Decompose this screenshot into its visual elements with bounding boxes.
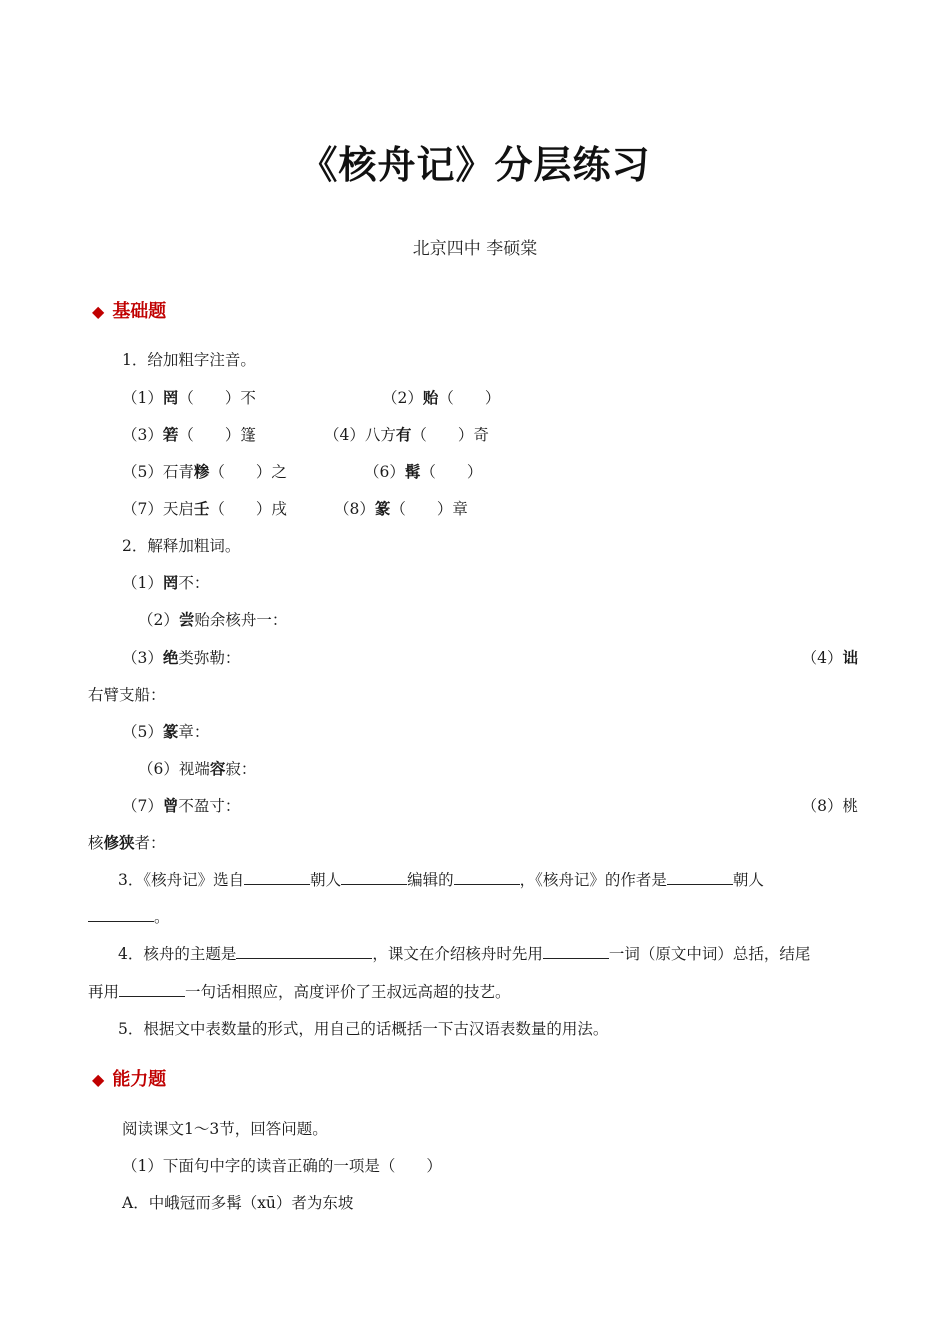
q1-item-7: （7）天启壬（ ）戌 xyxy=(122,500,287,518)
answer-blank[interactable] xyxy=(88,907,154,922)
section-ability-heading xyxy=(92,1065,166,1091)
q1-item-4: （4）八方有（ ）奇 xyxy=(324,426,489,444)
q2-item-7: （7）曾不盈寸： xyxy=(122,797,241,815)
q1-prompt: 1．给加粗字注音。 xyxy=(122,351,256,369)
document-title: 《核舟记》分层练习 xyxy=(299,143,651,187)
q2-item-2: （2）尝贻余核舟一： xyxy=(138,611,288,629)
q3-line-1: 3．《核舟记》选自 朝人 编辑的 ，《核舟记》的作者是 朝人 xyxy=(118,871,764,889)
answer-blank[interactable] xyxy=(341,870,407,885)
document-author: 北京四中 李硕棠 xyxy=(412,239,538,259)
ability-option-a: A．中峨冠而多髯（xū）者为东坡 xyxy=(122,1194,354,1212)
q2-item-1: （1）罔不： xyxy=(122,574,210,592)
diamond-icon: ◆ xyxy=(92,302,105,321)
q3-line-2: 。 xyxy=(88,905,170,927)
q2-item-4: （4）诎 xyxy=(801,649,858,667)
diamond-icon: ◆ xyxy=(92,1070,105,1089)
q1-item-8: （8）篆（ ）章 xyxy=(334,500,468,518)
section-basic-label: 基础题 xyxy=(112,301,167,322)
q1-item-2: （2）贻（ ） xyxy=(382,389,501,407)
q2-item-4-continued: 右臂支船： xyxy=(88,686,166,704)
answer-blank[interactable] xyxy=(244,870,310,885)
ability-q1: （1）下面句中字的读音正确的一项是（ ） xyxy=(122,1157,442,1175)
ability-intro: 阅读课文1～3节，回答问题。 xyxy=(122,1120,328,1138)
q1-item-6: （6）髯（ ） xyxy=(364,463,483,481)
answer-blank[interactable] xyxy=(236,944,372,959)
q2-item-8-continued: 核修狭者： xyxy=(88,834,166,852)
q2-item-5: （5）篆章： xyxy=(122,723,210,741)
q1-item-1: （1）罔（ ）不 xyxy=(122,389,256,407)
q4-line-1: 4．核舟的主题是 ，课文在介绍核舟时先用 一词（原文中词）总括，结尾 xyxy=(118,945,811,963)
section-basic-heading xyxy=(92,297,166,323)
q1-item-5: （5）石青糁（ ）之 xyxy=(122,463,287,481)
answer-blank[interactable] xyxy=(454,870,520,885)
q2-item-8: （8）桃 xyxy=(801,797,858,815)
q2-item-6: （6）视端容寂： xyxy=(138,760,257,778)
q1-item-3: （3）箬（ ）篷 xyxy=(122,426,256,444)
q2-prompt: 2．解释加粗词。 xyxy=(122,537,241,555)
answer-blank[interactable] xyxy=(543,944,609,959)
q4-line-2: 再用 一句话相照应，高度评价了王叔远高超的技艺。 xyxy=(88,983,511,1001)
q2-item-3: （3）绝类弥勒： xyxy=(122,649,241,667)
answer-blank[interactable] xyxy=(119,982,185,997)
section-ability-label: 能力题 xyxy=(112,1069,167,1090)
answer-blank[interactable] xyxy=(667,870,733,885)
q5-text: 5．根据文中表数量的形式，用自己的话概括一下古汉语表数量的用法。 xyxy=(118,1020,609,1038)
